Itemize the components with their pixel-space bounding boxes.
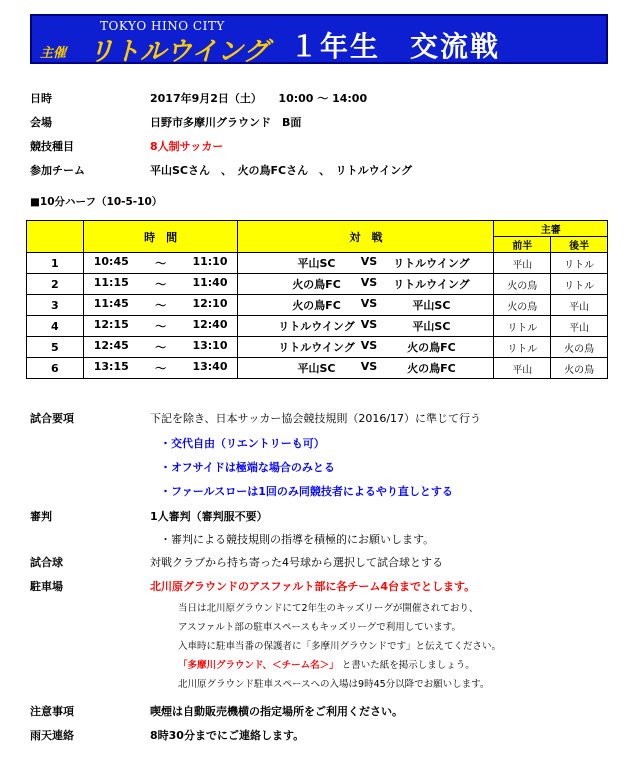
caution-value: 喫煙は自動販売機横の指定場所をご利用ください。 [150, 705, 403, 718]
date-value: 2017年9月2日（土） 10:00 ～ 14:00 [150, 92, 368, 105]
header-no-cell [27, 221, 84, 253]
rain-value: 8時30分までにご連絡します。 [150, 729, 305, 742]
first-half-referee: リトル [494, 337, 551, 358]
away-team: 平山SC [412, 299, 451, 312]
time-separator: ～ [155, 299, 167, 312]
home-team: 平山SC [297, 362, 336, 375]
venue-label: 会場 [30, 116, 52, 129]
home-team: 火の鳥FC [292, 299, 341, 312]
vs-label: VS [360, 360, 378, 373]
second-half-referee: 火の鳥 [551, 358, 608, 379]
home-team: 平山SC [297, 257, 336, 270]
table-row [27, 337, 608, 358]
start-time: 13:15 [93, 360, 129, 373]
parking-note-3: 入車時に駐車当番の保護者に「多摩川グラウンドです」と伝えてください。 [178, 641, 502, 652]
rules-label: 試合要項 [30, 412, 74, 425]
table-row [27, 274, 608, 295]
first-half-referee: 平山 [494, 253, 551, 274]
time-cell [83, 295, 238, 316]
second-half-referee: リトル [551, 253, 608, 274]
start-time: 11:15 [93, 276, 129, 289]
match-cell [238, 316, 494, 337]
sponsor-label: 主催 [40, 46, 67, 61]
away-team: リトルウイング [393, 278, 470, 291]
end-time: 13:10 [192, 339, 228, 352]
parking-value: 北川原グラウンドのアスファルト部に各チーム4台までとします。 [150, 580, 476, 593]
match-cell [238, 253, 494, 274]
match-number: 6 [27, 358, 84, 379]
table-row [27, 253, 608, 274]
referee-note: ・審判による競技規則の指導を積極的にお願いします。 [160, 533, 435, 546]
parking-note-2: アスファルト部の駐車スペースもキッズリーグで利用しています。 [178, 622, 462, 633]
event-value: 8人制サッカー [150, 140, 224, 153]
teams-label: 参加チーム [30, 164, 85, 177]
away-team: リトルウイング [393, 257, 470, 270]
vs-label: VS [360, 339, 378, 352]
home-team: 火の鳥FC [292, 278, 341, 291]
start-time: 11:45 [93, 297, 129, 310]
first-half-referee: 平山 [494, 358, 551, 379]
second-half-referee: リトル [551, 274, 608, 295]
first-half-referee: リトル [494, 316, 551, 337]
home-team: リトルウイング [278, 341, 355, 354]
second-half-referee: 平山 [551, 316, 608, 337]
rain-label: 雨天連絡 [30, 729, 74, 742]
away-team: 平山SC [412, 320, 451, 333]
parking-note-4-rest: と書いた紙を掲示しましょう。 [341, 660, 475, 671]
page-title: １年生 交流戦 [290, 30, 501, 63]
time-cell [83, 274, 238, 295]
time-separator: ～ [155, 341, 167, 354]
referee-label: 審判 [30, 510, 52, 523]
time-cell [83, 253, 238, 274]
second-half-referee: 火の鳥 [551, 337, 608, 358]
time-cell [83, 316, 238, 337]
format-label: ■10分ハーフ（10-5-10） [30, 196, 163, 208]
end-time: 11:10 [192, 255, 228, 268]
ball-label: 試合球 [30, 556, 63, 569]
match-number: 4 [27, 316, 84, 337]
vs-label: VS [360, 255, 378, 268]
home-team: リトルウイング [278, 320, 355, 333]
time-separator: ～ [155, 278, 167, 291]
event-label: 競技種目 [30, 140, 74, 153]
parking-note-4 [178, 657, 475, 671]
teams-value: 平山SCさん 、 火の鳥FCさん 、 リトルウイング [150, 164, 413, 177]
header-time-cell: 時 間 [83, 221, 238, 253]
table-row [27, 358, 608, 379]
brand-name: リトルウイング [88, 37, 269, 67]
end-time: 13:40 [192, 360, 228, 373]
first-half-referee: 火の鳥 [494, 295, 551, 316]
table-row [27, 316, 608, 337]
vs-label: VS [360, 276, 378, 289]
away-team: 火の鳥FC [407, 341, 456, 354]
match-number: 5 [27, 337, 84, 358]
header-second-half-cell: 後半 [551, 237, 608, 253]
match-number: 2 [27, 274, 84, 295]
rule-throw-in: ・ファールスローは1回のみ同競技者によるやり直しとする [160, 485, 453, 498]
rules-value: 下記を除き、日本サッカー協会競技規則（2016/17）に準じて行う [150, 412, 482, 425]
end-time: 12:10 [192, 297, 228, 310]
vs-label: VS [360, 297, 378, 310]
time-separator: ～ [155, 257, 167, 270]
header-referee-cell: 主審 [494, 221, 608, 237]
second-half-referee: 平山 [551, 295, 608, 316]
header-banner [30, 14, 608, 67]
rule-substitution: ・交代自由（リエントリーも可） [160, 437, 325, 450]
referee-value: 1人審判（審判服不要） [150, 510, 268, 523]
match-schedule-table [26, 220, 608, 379]
parking-note-4-emphasis: 「多摩川グラウンド、＜チーム名＞」 [178, 660, 339, 671]
table-row [27, 295, 608, 316]
match-cell [238, 295, 494, 316]
time-separator: ～ [155, 362, 167, 375]
header-match-cell: 対 戦 [238, 221, 494, 253]
parking-note-1: 当日は北川原グラウンドにて2年生のキッズリーグが開催されており、 [178, 603, 479, 614]
parking-note-5: 北川原グラウンド駐車スペースへの入場は9時45分以降でお願いします。 [178, 679, 490, 690]
header-first-half-cell: 前半 [494, 237, 551, 253]
caution-label: 注意事項 [30, 705, 74, 718]
parking-label: 駐車場 [30, 580, 63, 593]
away-team: 火の鳥FC [407, 362, 456, 375]
rule-offside: ・オフサイドは極端な場合のみとる [160, 461, 335, 474]
date-label: 日時 [30, 92, 52, 105]
vs-label: VS [360, 318, 378, 331]
time-separator: ～ [155, 320, 167, 333]
match-cell [238, 337, 494, 358]
start-time: 12:15 [93, 318, 129, 331]
time-cell [83, 358, 238, 379]
match-cell [238, 274, 494, 295]
venue-value: 日野市多摩川グラウンド B面 [150, 116, 302, 129]
match-number: 1 [27, 253, 84, 274]
english-city-name: TOKYO HINO CITY [100, 19, 225, 33]
first-half-referee: 火の鳥 [494, 274, 551, 295]
ball-value: 対戦クラブから持ち寄った4号球から選択して試合球とする [150, 556, 443, 569]
end-time: 11:40 [192, 276, 228, 289]
end-time: 12:40 [192, 318, 228, 331]
time-cell [83, 337, 238, 358]
start-time: 10:45 [93, 255, 129, 268]
match-number: 3 [27, 295, 84, 316]
start-time: 12:45 [93, 339, 129, 352]
table-header-row [27, 221, 608, 237]
match-cell [238, 358, 494, 379]
